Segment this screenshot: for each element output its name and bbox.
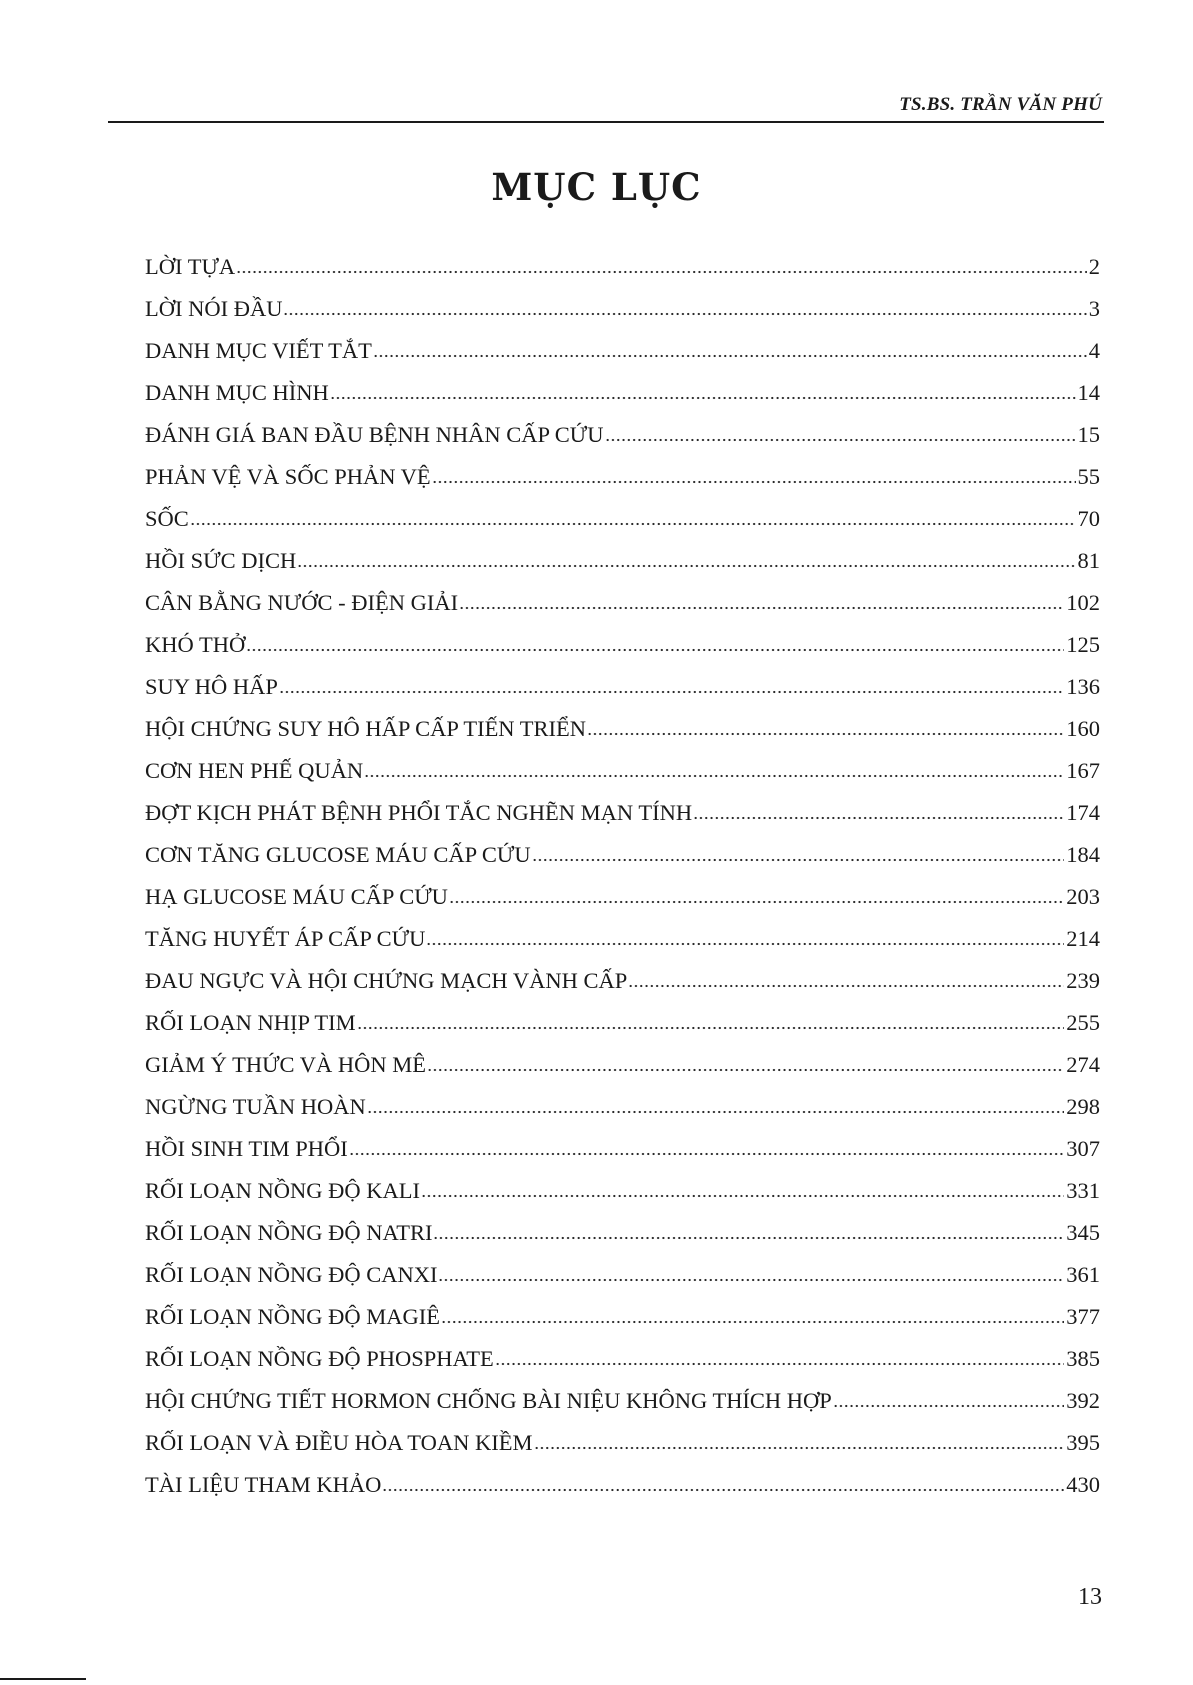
toc-entry-title: GIẢM Ý THỨC VÀ HÔN MÊ <box>145 1052 427 1077</box>
toc-entry-title: HỒI SỨC DỊCH <box>145 548 297 573</box>
toc-entry-title: ĐÁNH GIÁ BAN ĐẦU BỆNH NHÂN CẤP CỨU <box>145 422 604 447</box>
toc-entry-title: CƠN TĂNG GLUCOSE MÁU CẤP CỨU <box>145 842 531 867</box>
dot-leader <box>605 428 1076 442</box>
dot-leader <box>297 554 1075 568</box>
toc-entry[interactable] <box>145 1002 1100 1044</box>
toc-entry-title: DANH MỤC VIẾT TẮT <box>145 338 372 363</box>
toc-entry[interactable] <box>145 792 1100 834</box>
toc-entry[interactable] <box>145 582 1100 624</box>
toc-entry-title: LỜI TỰA <box>145 254 236 279</box>
dot-leader <box>495 1352 1064 1366</box>
dot-leader <box>246 638 1064 652</box>
toc-entry-title: RỐI LOẠN NHỊP TIM <box>145 1010 356 1035</box>
toc-entry-page: 136 <box>1066 674 1100 699</box>
toc-entry-page: 385 <box>1066 1346 1100 1371</box>
toc-entry[interactable] <box>145 540 1100 582</box>
dot-leader <box>349 1142 1065 1156</box>
toc-entry[interactable] <box>145 414 1100 456</box>
dot-leader <box>693 806 1064 820</box>
toc-entry-title: RỐI LOẠN NỒNG ĐỘ CANXI <box>145 1262 438 1287</box>
toc-entry[interactable] <box>145 372 1100 414</box>
toc-entry-page: 81 <box>1077 548 1100 573</box>
toc-entry-page: 55 <box>1077 464 1100 489</box>
toc-entry-page: 430 <box>1066 1472 1100 1497</box>
dot-leader <box>236 260 1087 274</box>
toc-entry-page: 255 <box>1066 1010 1100 1035</box>
toc-entry-page: 14 <box>1077 380 1100 405</box>
toc-entry[interactable] <box>145 750 1100 792</box>
toc-entry-title: DANH MỤC HÌNH <box>145 380 329 405</box>
toc-entry[interactable] <box>145 834 1100 876</box>
toc-entry[interactable] <box>145 246 1100 288</box>
toc-entry-title: ĐAU NGỰC VÀ HỘI CHỨNG MẠCH VÀNH CẤP <box>145 968 628 993</box>
toc-entry[interactable] <box>145 1338 1100 1380</box>
toc-entry[interactable] <box>145 1380 1100 1422</box>
toc-entry[interactable] <box>145 1128 1100 1170</box>
toc-entry[interactable] <box>145 876 1100 918</box>
toc-entry-page: 274 <box>1066 1052 1100 1077</box>
toc-entry-title: CƠN HEN PHẾ QUẢN <box>145 758 364 783</box>
toc-entry-title: RỐI LOẠN NỒNG ĐỘ PHOSPHATE <box>145 1346 494 1371</box>
dot-leader <box>373 344 1087 358</box>
toc-entry-page: 160 <box>1066 716 1100 741</box>
dot-leader <box>279 680 1064 694</box>
toc-entry-title: CÂN BẰNG NƯỚC - ĐIỆN GIẢI <box>145 590 459 615</box>
dot-leader <box>432 470 1076 484</box>
dot-leader <box>426 932 1064 946</box>
toc-entry-page: 307 <box>1066 1136 1100 1161</box>
dot-leader <box>534 1436 1065 1450</box>
dot-leader <box>190 512 1076 526</box>
dot-leader <box>459 596 1064 610</box>
toc-entry[interactable] <box>145 960 1100 1002</box>
toc-entry-page: 395 <box>1066 1430 1100 1455</box>
toc-entry[interactable] <box>145 1086 1100 1128</box>
toc-entry-title: KHÓ THỞ <box>145 632 246 657</box>
toc-entry-page: 174 <box>1066 800 1100 825</box>
dot-leader <box>438 1268 1064 1282</box>
toc-entry-title: HẠ GLUCOSE MÁU CẤP CỨU <box>145 884 448 909</box>
running-head-author: TS.BS. TRẦN VĂN PHÚ <box>899 94 1102 115</box>
toc-entry-title: LỜI NÓI ĐẦU <box>145 296 283 321</box>
toc-entry[interactable] <box>145 1296 1100 1338</box>
toc-entry-page: 298 <box>1066 1094 1100 1119</box>
header-rule <box>108 121 1104 123</box>
toc-entry-page: 203 <box>1066 884 1100 909</box>
dot-leader <box>628 974 1064 988</box>
dot-leader <box>382 1478 1064 1492</box>
dot-leader <box>357 1016 1065 1030</box>
toc-entry[interactable] <box>145 624 1100 666</box>
toc-entry-page: 239 <box>1066 968 1100 993</box>
toc-entry-page: 125 <box>1066 632 1100 657</box>
toc-entry-title: RỐI LOẠN VÀ ĐIỀU HÒA TOAN KIỀM <box>145 1430 533 1455</box>
toc-entry[interactable] <box>145 1170 1100 1212</box>
toc-entry-title: RỐI LOẠN NỒNG ĐỘ NATRI <box>145 1220 433 1245</box>
toc-entry-page: 70 <box>1077 506 1100 531</box>
dot-leader <box>833 1394 1064 1408</box>
toc-entry-page: 184 <box>1066 842 1100 867</box>
toc-entry-page: 4 <box>1088 338 1100 363</box>
toc-entry[interactable] <box>145 1254 1100 1296</box>
toc-entry-title: SỐC <box>145 506 189 531</box>
page-title: MỤC LỤC <box>491 165 702 209</box>
table-of-contents <box>145 246 1100 1506</box>
dot-leader <box>283 302 1086 316</box>
dot-leader <box>330 386 1076 400</box>
toc-entry[interactable] <box>145 1464 1100 1506</box>
toc-entry-title: RỐI LOẠN NỒNG ĐỘ MAGIÊ <box>145 1304 440 1329</box>
toc-entry-title: HỘI CHỨNG SUY HÔ HẤP CẤP TIẾN TRIỂN <box>145 716 587 741</box>
dot-leader <box>441 1310 1064 1324</box>
toc-entry-page: 15 <box>1077 422 1100 447</box>
toc-entry-title: RỐI LOẠN NỒNG ĐỘ KALI <box>145 1178 420 1203</box>
toc-entry-title: PHẢN VỆ VÀ SỐC PHẢN VỆ <box>145 464 431 489</box>
toc-entry[interactable] <box>145 498 1100 540</box>
toc-entry[interactable] <box>145 918 1100 960</box>
toc-entry[interactable] <box>145 1422 1100 1464</box>
toc-entry[interactable] <box>145 288 1100 330</box>
toc-entry-title: SUY HÔ HẤP <box>145 674 278 699</box>
toc-entry[interactable] <box>145 1044 1100 1086</box>
toc-entry-page: 361 <box>1066 1262 1100 1287</box>
toc-entry-title: NGỪNG TUẦN HOÀN <box>145 1094 366 1119</box>
toc-entry-page: 214 <box>1066 926 1100 951</box>
toc-entry-title: HỘI CHỨNG TIẾT HORMON CHỐNG BÀI NIỆU KHÔNG THÍCH HỢP <box>145 1388 832 1413</box>
dot-leader <box>367 1100 1064 1114</box>
dot-leader <box>427 1058 1064 1072</box>
scan-edge-mark <box>0 1678 86 1680</box>
dot-leader <box>449 890 1064 904</box>
dot-leader <box>532 848 1065 862</box>
toc-entry[interactable] <box>145 708 1100 750</box>
page-number: 13 <box>1078 1584 1102 1610</box>
toc-entry-title: HỒI SINH TIM PHỔI <box>145 1136 348 1161</box>
toc-entry-page: 345 <box>1066 1220 1100 1245</box>
toc-entry[interactable] <box>145 1212 1100 1254</box>
dot-leader <box>433 1226 1064 1240</box>
toc-entry-page: 331 <box>1066 1178 1100 1203</box>
toc-entry-page: 167 <box>1066 758 1100 783</box>
toc-entry-title: TÀI LIỆU THAM KHẢO <box>145 1472 382 1497</box>
toc-entry[interactable] <box>145 666 1100 708</box>
dot-leader <box>364 764 1064 778</box>
toc-entry[interactable] <box>145 330 1100 372</box>
toc-entry-page: 3 <box>1088 296 1100 321</box>
toc-entry-title: ĐỢT KỊCH PHÁT BỆNH PHỔI TẮC NGHẼN MẠN TÍNH <box>145 800 693 825</box>
dot-leader <box>421 1184 1064 1198</box>
dot-leader <box>587 722 1064 736</box>
toc-entry[interactable] <box>145 456 1100 498</box>
toc-entry-page: 2 <box>1088 254 1100 279</box>
toc-entry-page: 392 <box>1066 1388 1100 1413</box>
toc-entry-page: 102 <box>1066 590 1100 615</box>
toc-entry-title: TĂNG HUYẾT ÁP CẤP CỨU <box>145 926 426 951</box>
toc-entry-page: 377 <box>1066 1304 1100 1329</box>
